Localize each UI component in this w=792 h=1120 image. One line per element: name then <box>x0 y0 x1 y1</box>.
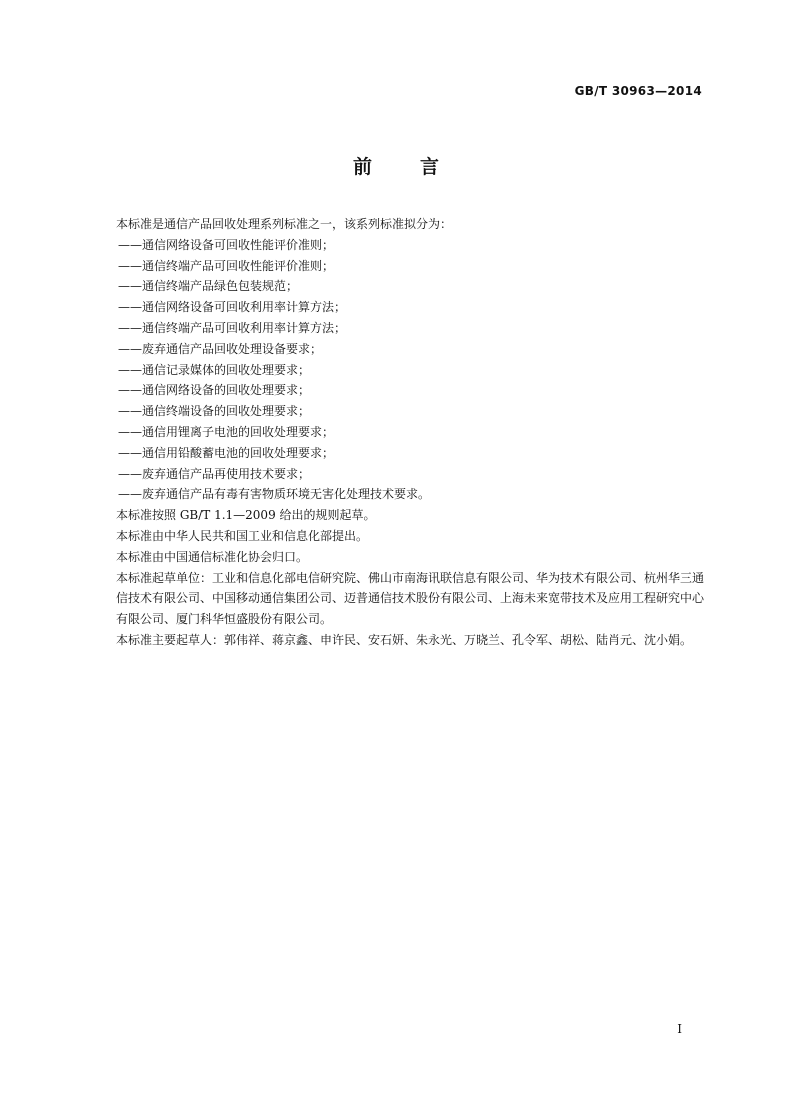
page-title <box>0 152 792 179</box>
list-item: ——废弃通信产品回收处理设备要求； <box>118 341 323 356</box>
drafters-paragraph: 本标准主要起草人：郭伟祥、蒋京鑫、申许民、安石妍、朱永光、万晓兰、孔令军、胡松、陆肖元、沈小娟。 <box>116 632 693 647</box>
drafting-units-paragraph: 本标准起草单位：工业和信息化部电信研究院、佛山市南海讯联信息有限公司、华为技术有限公司、杭州华三通信技术有限公司、中国移动通信集团公司、迈普通信技术股份有限公司、上海未来宽带技术及应用工程研究中心有限公司、厦门科华恒盛股份有限公司。 <box>116 570 705 627</box>
list-item: ——通信用铅酸蓄电池的回收处理要求； <box>118 445 335 460</box>
list-item: ——通信终端产品绿色包装规范； <box>118 279 299 294</box>
standard-code: GB/T 30963—2014 <box>574 84 702 98</box>
list-item: ——通信用锂离子电池的回收处理要求； <box>118 424 335 439</box>
list-item: ——通信网络设备可回收性能评价准则； <box>118 237 335 252</box>
managed-by-paragraph: 本标准由中国通信标准化协会归口。 <box>116 549 309 564</box>
list-item: ——通信网络设备的回收处理要求； <box>118 383 311 398</box>
list-item: ——通信网络设备可回收利用率计算方法； <box>118 300 347 315</box>
proposed-by-paragraph: 本标准由中华人民共和国工业和信息化部提出。 <box>116 528 369 543</box>
drafting-rules-paragraph: 本标准按照 GB/T 1.1—2009 给出的规则起草。 <box>116 508 376 523</box>
list-item: ——通信终端产品可回收利用率计算方法； <box>118 320 347 335</box>
list-item: ——通信终端产品可回收性能评价准则； <box>118 258 335 273</box>
list-item: ——通信记录媒体的回收处理要求； <box>118 362 311 377</box>
list-item: ——废弃通信产品有毒有害物质环境无害化处理技术要求。 <box>118 487 431 502</box>
page-number: I <box>677 1022 682 1036</box>
intro-paragraph: 本标准是通信产品回收处理系列标准之一，该系列标准拟分为： <box>116 217 453 231</box>
foreword-body <box>88 214 704 651</box>
list-item: ——废弃通信产品再使用技术要求； <box>118 466 311 481</box>
title-char-2: 言 <box>420 156 440 178</box>
list-item: ——通信终端设备的回收处理要求； <box>118 404 311 419</box>
title-char-1: 前 <box>352 156 372 178</box>
